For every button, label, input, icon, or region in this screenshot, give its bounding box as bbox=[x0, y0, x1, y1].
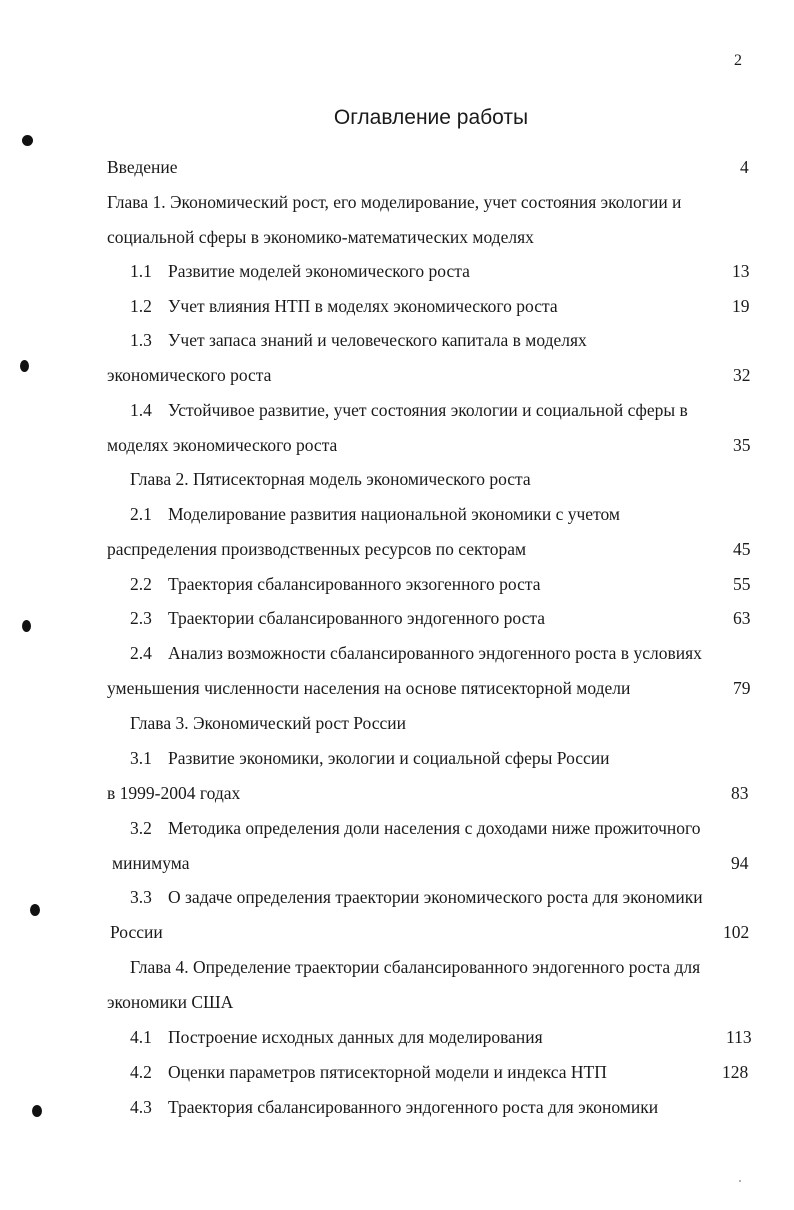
toc-entry bbox=[130, 399, 688, 421]
toc-entry bbox=[112, 852, 190, 874]
toc-entry bbox=[130, 747, 610, 769]
toc-entry bbox=[130, 1061, 607, 1083]
entry-page-number: 13 bbox=[732, 261, 750, 281]
section-number: 1.4 bbox=[130, 400, 152, 420]
entry-text: Глава 4. Определение траектории сбалансированного эндогенного роста для bbox=[130, 957, 701, 977]
entry-text: Оценки параметров пятисекторной модели и индекса НТП bbox=[168, 1062, 607, 1082]
toc-entry bbox=[130, 956, 700, 978]
toc-entry bbox=[130, 573, 540, 595]
punch-hole-mark bbox=[22, 620, 31, 632]
section-number: 4.2 bbox=[130, 1062, 152, 1082]
entry-page-number: 19 bbox=[732, 296, 750, 316]
section-number: 3.1 bbox=[130, 748, 152, 768]
punch-hole-mark bbox=[32, 1105, 42, 1117]
toc-entry bbox=[107, 364, 271, 386]
section-number: 2.3 bbox=[130, 608, 152, 628]
entry-text: социальной сферы в экономико-математических моделях bbox=[107, 227, 534, 247]
toc-entry bbox=[130, 1096, 658, 1118]
section-number: 2.4 bbox=[130, 643, 152, 663]
entry-page-number: 94 bbox=[731, 853, 749, 873]
toc-entry bbox=[110, 921, 163, 943]
punch-hole-mark bbox=[22, 135, 33, 146]
scan-speck bbox=[739, 1180, 741, 1182]
entry-page-number: 83 bbox=[731, 783, 749, 803]
entry-text: Развитие экономики, экологии и социальной сферы России bbox=[168, 748, 610, 768]
section-number: 2.1 bbox=[130, 504, 152, 524]
toc-entry bbox=[107, 538, 526, 560]
toc-entry bbox=[107, 677, 630, 699]
toc-entry bbox=[107, 991, 233, 1013]
entry-text: распределения производственных ресурсов по секторам bbox=[107, 539, 527, 559]
entry-page-number: 113 bbox=[726, 1027, 752, 1047]
entry-text: Учет запаса знаний и человеческого капитала в моделях bbox=[168, 330, 587, 350]
toc-entry bbox=[130, 260, 470, 282]
toc-title: Оглавление работы bbox=[333, 106, 529, 129]
section-number: 3.3 bbox=[130, 887, 152, 907]
entry-text: Траектория сбалансированного эндогенного роста для экономики bbox=[168, 1097, 659, 1117]
toc-entry bbox=[130, 817, 701, 839]
toc-entry bbox=[107, 191, 681, 213]
entry-text: Построение исходных данных для моделирования bbox=[168, 1027, 543, 1047]
entry-text: Траектория сбалансированного экзогенного роста bbox=[168, 574, 541, 594]
entry-text: Учет влияния НТП в моделях экономического роста bbox=[168, 296, 558, 316]
entry-text: Развитие моделей экономического роста bbox=[168, 261, 470, 281]
toc-entry bbox=[130, 468, 531, 490]
section-number: 2.2 bbox=[130, 574, 152, 594]
toc-entry bbox=[107, 156, 178, 178]
entry-page-number: 55 bbox=[733, 574, 751, 594]
entry-page-number: 128 bbox=[722, 1062, 749, 1082]
entry-page-number: 32 bbox=[733, 365, 751, 385]
entry-text: экономики США bbox=[107, 992, 234, 1012]
section-number: 1.1 bbox=[130, 261, 152, 281]
entry-page-number: 35 bbox=[733, 435, 751, 455]
punch-hole-mark bbox=[20, 360, 29, 372]
toc-entry bbox=[130, 607, 545, 629]
entry-text: уменьшения численности населения на основе пятисекторной модели bbox=[107, 678, 631, 698]
entry-text: Глава 3. Экономический рост России bbox=[130, 713, 406, 733]
toc-entry bbox=[130, 503, 620, 525]
section-number: 3.2 bbox=[130, 818, 152, 838]
toc-entry bbox=[107, 782, 240, 804]
section-number: 4.1 bbox=[130, 1027, 152, 1047]
entry-text: Методика определения доли населения с доходами ниже прожиточного bbox=[168, 818, 701, 838]
entry-text: экономического роста bbox=[107, 365, 272, 385]
entry-text: О задаче определения траектории экономического роста для экономики bbox=[168, 887, 703, 907]
entry-text: России bbox=[110, 922, 163, 942]
entry-page-number: 4 bbox=[740, 157, 749, 177]
punch-hole-mark bbox=[30, 904, 40, 916]
entry-text: минимума bbox=[112, 853, 190, 873]
section-number: 1.2 bbox=[130, 296, 152, 316]
entry-text: Введение bbox=[107, 157, 178, 177]
entry-text: моделях экономического роста bbox=[107, 435, 338, 455]
entry-text: Моделирование развития национальной экономики с учетом bbox=[168, 504, 620, 524]
toc-entry bbox=[107, 434, 337, 456]
section-number: 4.3 bbox=[130, 1097, 152, 1117]
entry-page-number: 63 bbox=[733, 608, 751, 628]
toc-entry bbox=[130, 886, 703, 908]
page-number: 2 bbox=[734, 52, 742, 69]
toc-entry bbox=[107, 226, 534, 248]
entry-page-number: 102 bbox=[723, 922, 750, 942]
entry-text: Анализ возможности сбалансированного эндогенного роста в условиях bbox=[168, 643, 702, 663]
entry-text: Траектории сбалансированного эндогенного роста bbox=[168, 608, 545, 628]
toc-entry bbox=[130, 1026, 543, 1048]
entry-page-number: 45 bbox=[733, 539, 751, 559]
entry-text: Глава 2. Пятисекторная модель экономического роста bbox=[130, 469, 531, 489]
entry-text: в 1999-2004 годах bbox=[107, 783, 241, 803]
section-number: 1.3 bbox=[130, 330, 152, 350]
toc-entry bbox=[130, 329, 587, 351]
toc-entry bbox=[130, 712, 406, 734]
entry-text: Глава 1. Экономический рост, его моделирование, учет состояния экологии и bbox=[107, 192, 682, 212]
toc-entry bbox=[130, 642, 702, 664]
toc-entry bbox=[130, 295, 558, 317]
entry-page-number: 79 bbox=[733, 678, 751, 698]
entry-text: Устойчивое развитие, учет состояния экологии и социальной сферы в bbox=[168, 400, 688, 420]
